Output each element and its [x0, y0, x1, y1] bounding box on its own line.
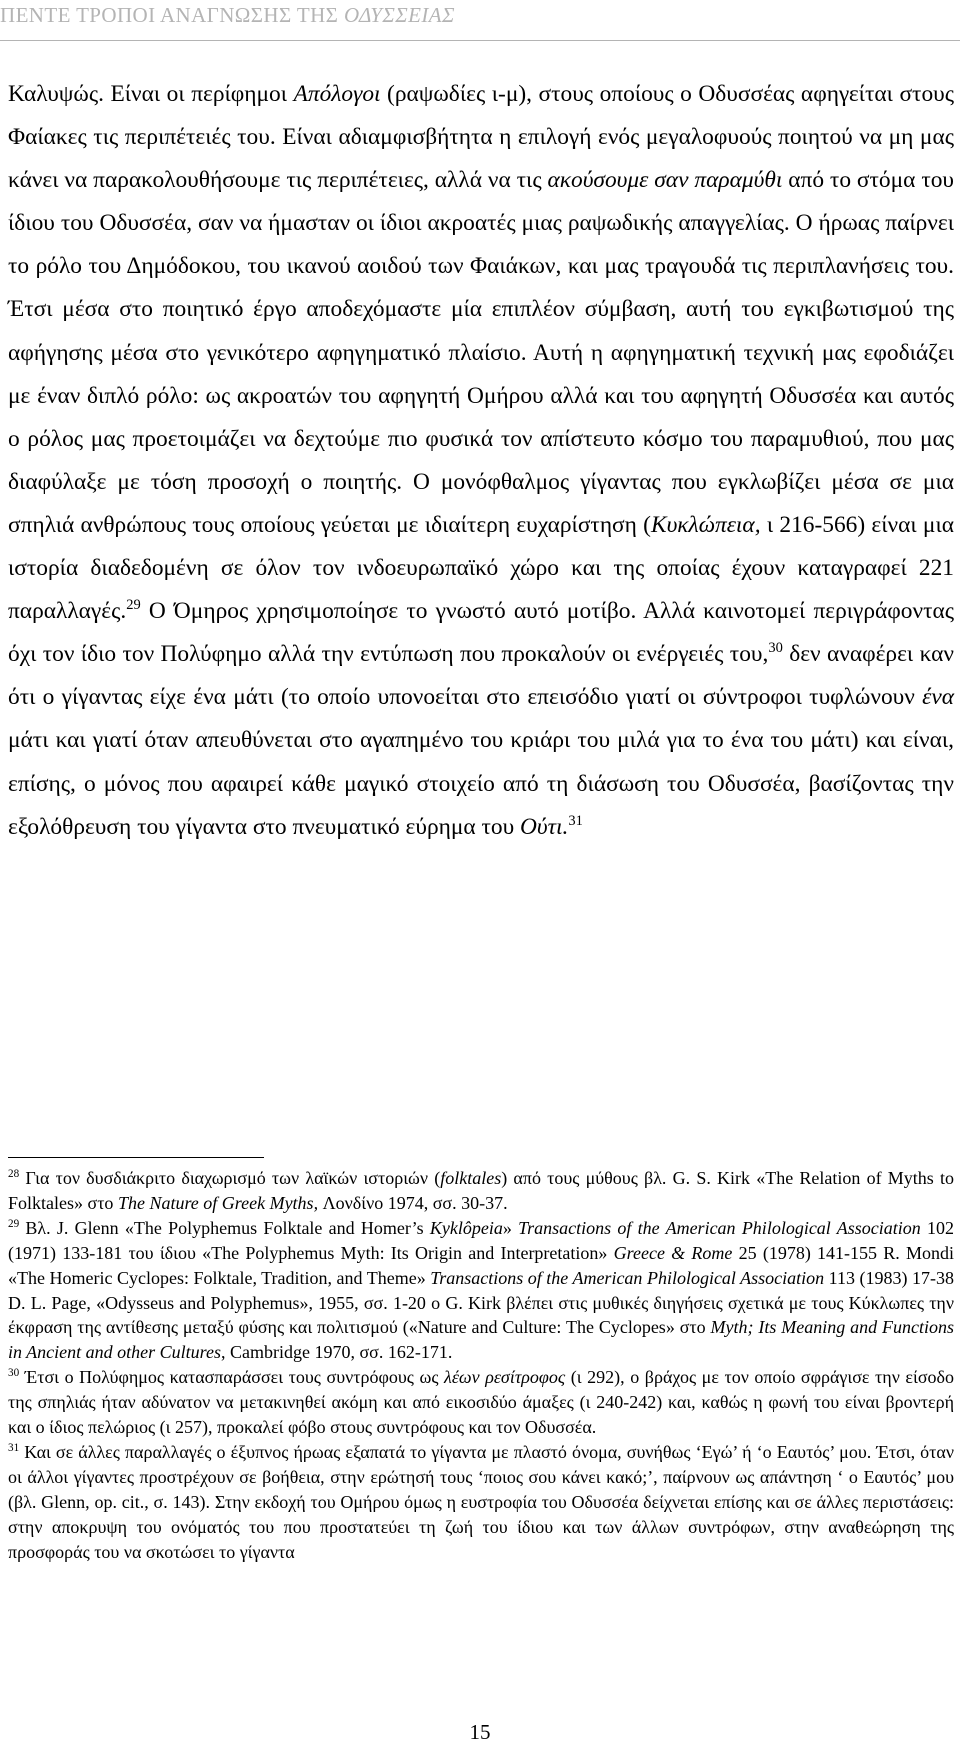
footnotes — [8, 1166, 954, 1565]
text-run: Καλυψώς. Είναι οι περίφημοι — [8, 81, 294, 107]
footnote-number: 29 — [8, 1217, 20, 1230]
footnote-number: 30 — [8, 1367, 20, 1380]
running-header-title — [0, 3, 455, 28]
text-run: του ίδιου «The Polyphemus Myth: Its Origin and Interpretation» — [122, 1242, 614, 1263]
text-run-italic: ακούσουμε σαν παραμύθι — [547, 167, 783, 194]
text-run-italic: Transactions of the American Philological Association — [518, 1217, 921, 1238]
text-run: , Cambridge 1970, σσ. 162-171. — [221, 1342, 453, 1363]
text-run: ο G. Kirk βλέπει στις μυθικές διηγήσεις σχετικά με τους Κύκλωπες την έκφραση της αντίθεσης μεταξύ φύσης και πολιτισμού («Nature and Culture: The Cyclopes» στο — [8, 1292, 954, 1338]
text-run-italic: ένα — [922, 684, 954, 711]
text-run: Έτσι ο Πολύφημος κατασπαράσσει τους συντρόφους ως — [19, 1367, 445, 1388]
text-run-italic: The Nature of Greek Myths, — [117, 1192, 319, 1213]
text-run-italic: Απόλογοι — [293, 81, 381, 107]
text-run: Και σε άλλες παραλλαγές ο έξυπνος ήρωας εξαπατά το γίγαντα με πλαστό όνομα, συνήθως ‘Εγώ’ ή ‘ο Εαυτός’ μου. Έτσι, όταν οι άλλοι γίγαντες προστρέχουν σε βοήθεια, στην ερώτησή τους ‘ποιος σου κάνει κακό;’, παίρνουν ως απάντηση ‘ ο Εαυτός’ μου (βλ. Glenn, op. cit., σ. 143). Στην εκδοχή του Ομήρου όμως η ευστροφία του Οδυσσέα δείχνεται επίσης και σε άλλες περιστάσεις: στην αποκρυψη του ονόματός του που προστατεύει τη ζωή του ίδιου και των άλλων συντρόφων, στην αναθεώρηση της προσφοράς του να σκοτώσει το γίγαντα — [8, 1441, 954, 1562]
text-run: από το στόμα του ίδιου του Οδυσσέα, σαν να ήμασταν οι ίδιοι ακροατές μιας ραψωδικής απαγγελίας. Ο ήρωας παίρνει το ρόλο του Δημόδοκου, του ικανού αοιδού των Φαιάκων, και μας τραγουδά τις περιπλανήσεις του. Έτσι μέσα στο ποιητικό έργο αποδεχόμαστε μία επιπλέον σύμβαση, αυτή του εγκιβωτισμού της αφήγησης μέσα στο γενικότερο αφηγηματικό πλαίσιο. Αυτή η αφηγηματική τεχνική μας εφοδιάζει με έναν διπλό ρόλο: ως ακροατών του αφηγητή Ομήρου αλλά και του αφηγητή Οδυσσέα — [8, 167, 955, 409]
footnote-30 — [8, 1365, 954, 1440]
footnote-ref-30[interactable]: 30 — [768, 640, 783, 657]
header-title-italic: ΟΔΥΣΣΕΙΑΣ — [343, 3, 455, 27]
text-run: ι 216-566) είναι μια ιστορία διαδεδομένη σε όλον τον ινδοευρωπαϊκό χώρο και της οποίας έχουν καταγραφεί 221 παραλλαγές. — [8, 511, 955, 625]
main-text — [8, 73, 954, 849]
text-run: D. L. Page, «Odysseus and Polyphemus», 1955, σσ. 1-20 — [8, 1292, 426, 1313]
text-run: δεν αναφέρει καν ότι ο γίγαντας είχε ένα μάτι (το οποίο υπονοείται στο επεισόδιο γιατί οι σύντροφοι τυφλώνουν — [8, 641, 955, 711]
text-run: (ραψωδίες ι-μ), στους οποίους ο Οδυσσέας αφηγείται στους Φαίακες τις περιπέτειές του. Είναι αδιαμφισβήτητα η επιλογή ενός μεγαλοφυούς ποιητού να μη μας κάνει να παρακολουθήσουμε τις περιπέτειες, αλλά να τις — [8, 81, 954, 194]
footnote-number: 28 — [8, 1168, 20, 1180]
text-run: 102 (1971) 133-181 — [8, 1217, 955, 1263]
running-header — [0, 0, 960, 41]
text-run: 25 (1978) 141-155 — [732, 1242, 878, 1263]
text-run: (ι 292), ο βράχος με τον οποίο σφράγισε την είσοδο της σπηλιάς ήταν αδύνατον να μετακινηθεί ακόμη και από εικοσιδύο άμαξες (ι 240-242) και, καθώς η φωνή του είναι βροντερή και ο ίδιος πελώριος (ι 257), προκαλεί φόβο στους συντρόφους και τον Οδυσσέα. — [8, 1367, 954, 1438]
footnote-29 — [8, 1216, 954, 1365]
text-run-italic: λέων — [444, 1367, 480, 1388]
text-run-italic: Κυκλώπεια, — [650, 511, 761, 538]
text-run: Λονδίνο 1974, σσ. 30-37. — [318, 1192, 508, 1213]
text-run: ) από τους μύθους βλ. G. S. Kirk «The Relation of Myths to Folktales» στο — [8, 1168, 954, 1213]
text-run: και αυτός ο ρόλος μας προετοιμάζει να δεχτούμε πιο φυσικά τον απίστευτο κόσμο του παραμυθιού, που μας διαφύλαξε με τόση προσοχή ο ποιητής. Ο μονόφθαλμος γίγαντας που εγκλωβίζει μέσα σε μια σπηλιά ανθρώπους τους οποίους γεύεται με ιδιαίτερη ευχαρίστηση ( — [8, 382, 954, 538]
footnote-31 — [8, 1440, 954, 1565]
header-title-upright: ΠΕΝΤΕ ΤΡΟΠΟΙ ΑΝΑΓΝΩΣΗΣ ΤΗΣ — [0, 3, 339, 27]
text-run: μάτι και γιατί όταν απευθύνεται στο αγαπημένο του κριάρι του μιλά για το ένα του μάτι) και είναι, επίσης, ο μόνος που αφαιρεί κάθε μαγικό στοιχείο από τη διάσωση του Οδυσσέα, βασίζοντας την εξολόθρευση του γίγαντα στο πνευματικό εύρημα του — [8, 727, 954, 840]
text-run: 113 (1983) 17-38 — [824, 1267, 954, 1288]
text-run: R. Mondi «The Homeric Cyclopes: Folktale, Tradition, and Theme» — [8, 1242, 955, 1288]
footnote-ref-31[interactable]: 31 — [568, 812, 583, 829]
text-run-italic: Myth; Its Meaning and Functions in Ancient and other Cultures — [8, 1317, 954, 1363]
text-run: » — [502, 1217, 519, 1238]
footnote-28 — [8, 1166, 954, 1216]
text-run-italic: folktales — [440, 1168, 502, 1188]
text-run-italic: Kyklôpeia — [429, 1217, 503, 1238]
text-run-italic: ρεσίτροφος — [485, 1367, 566, 1388]
text-run: Για τον δυσδιάκριτο διαχωρισμό των λαϊκών ιστοριών ( — [19, 1168, 441, 1188]
text-run: Βλ. J. Glenn «The Polyphemus Folktale and Homer’s — [19, 1217, 430, 1238]
footnote-ref-29[interactable]: 29 — [126, 597, 141, 614]
text-run-italic: Transactions of the American Philological Association — [430, 1267, 825, 1288]
text-run-italic: Ούτι. — [520, 813, 569, 840]
text-run-italic: Greece & Rome — [613, 1242, 733, 1263]
footnote-number: 31 — [8, 1441, 20, 1454]
footnote-separator — [8, 1157, 264, 1158]
page-number: 15 — [469, 1720, 491, 1744]
text-run: Ο Όμηρος χρησιμοποίησε το γνωστό αυτό μοτίβο. Αλλά καινοτομεί περιγράφοντας όχι τον ίδιο τον Πολύφημο αλλά την εντύπωση που προκαλούν οι ενέργειές του, — [8, 598, 954, 668]
